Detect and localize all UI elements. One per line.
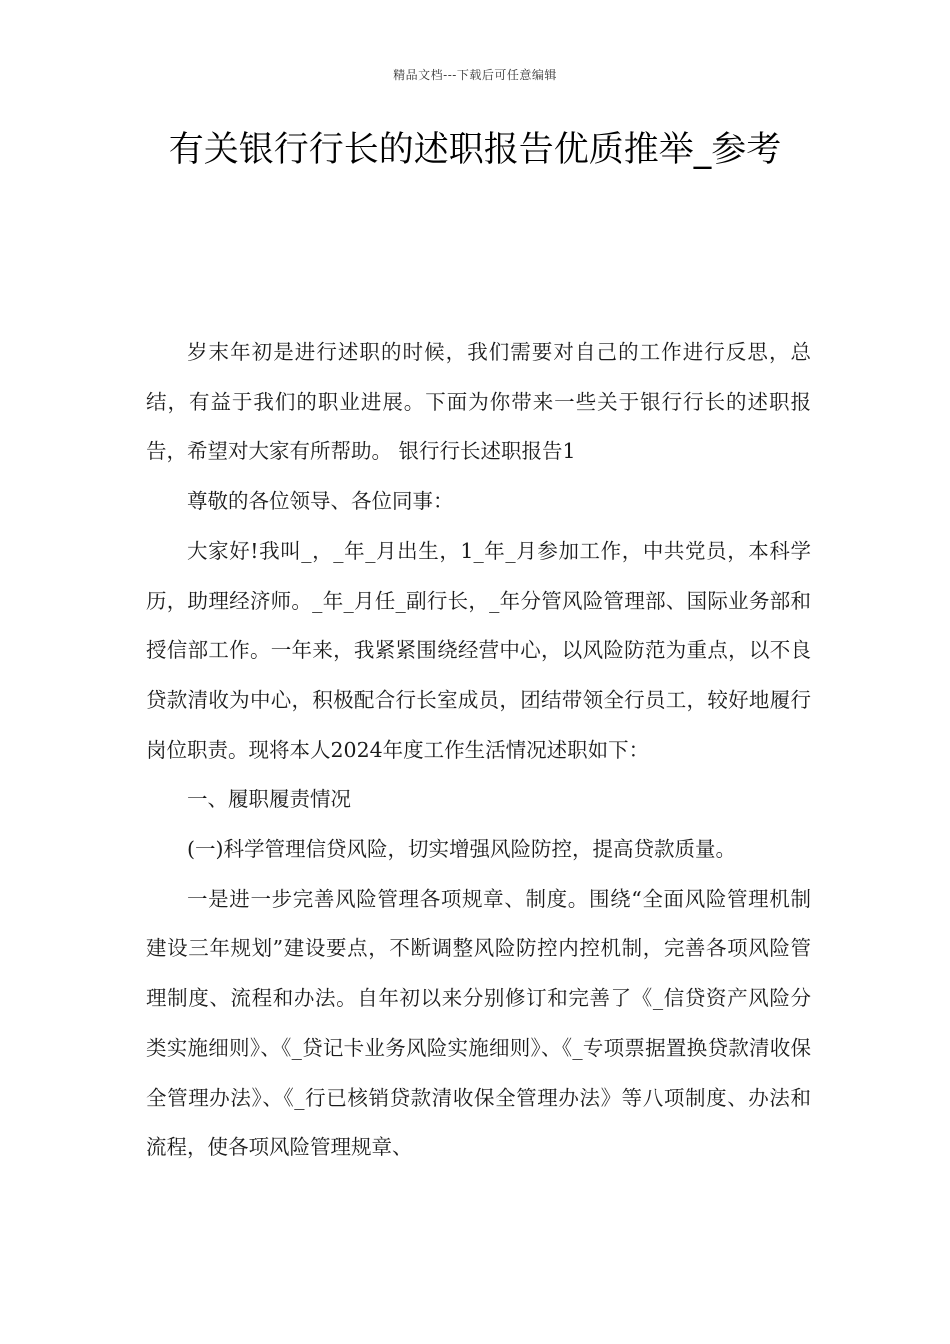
section-heading: 一、履职履责情况	[187, 787, 351, 812]
paragraph-salutation: 尊敬的各位领导、各位同事：	[187, 489, 454, 514]
document-body	[146, 328, 811, 1173]
paragraph-risk-management: 一是进一步完善风险管理各项规章、制度。围绕“全面风险管理机制建设三年规划”建设要点，不断调整风险防控内控机制，完善各项风险管理制度、流程和办法。自年初以来分别修订和完善了《_信贷资产风险分类实施细则》、《_贷记卡业务风险实施细则》、《_专项票据置换贷款清收保全管理办法》、《_行已核销贷款清收保全管理办法》等八项制度、办法和流程，使各项风险管理规章、	[146, 886, 811, 1160]
paragraph-self-introduction: 大家好!我叫_，_年_月出生，1_年_月参加工作，中共党员，本科学历，助理经济师。_年_月任_副行长，_年分管风险管理部、国际业务部和授信部工作。一年来，我紧紧围绕经营中心，以风险防范为重点，以不良贷款清收为中心，积极配合行长室成员，团结带领全行员工，较好地履行岗位职责。现将本人2024年度工作生活情况述职如下：	[146, 538, 811, 762]
subsection-heading: (一)科学管理信贷风险，切实增强风险防控，提高贷款质量。	[187, 837, 736, 862]
document-title: 有关银行行长的述职报告优质推举_参考	[168, 130, 782, 170]
paragraph-intro: 岁末年初是进行述职的时候，我们需要对自己的工作进行反思，总结，有益于我们的职业进展。下面为你带来一些关于银行行长的述职报告，希望对大家有所帮助。 银行行长述职报告1	[146, 340, 811, 464]
page-header: 精品文档---下载后可任意编辑	[393, 68, 557, 82]
